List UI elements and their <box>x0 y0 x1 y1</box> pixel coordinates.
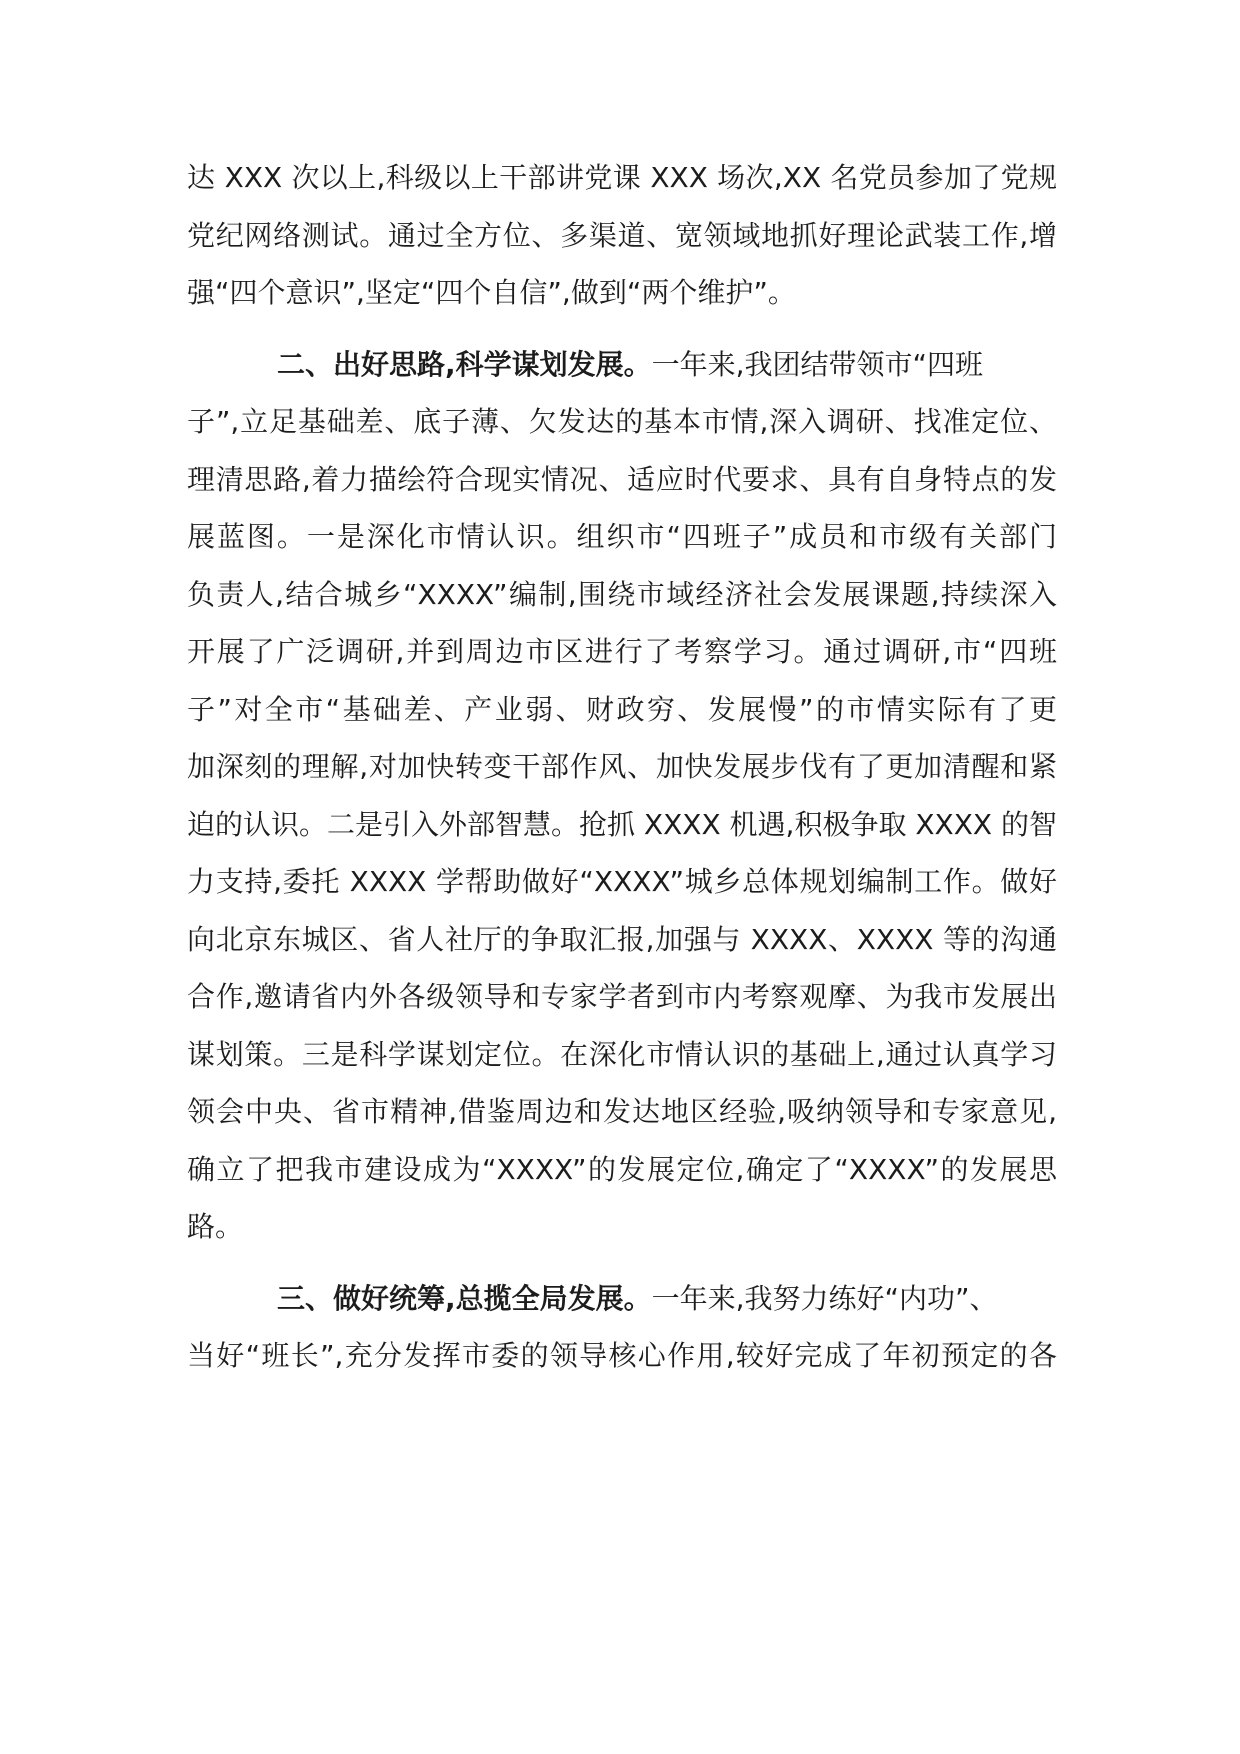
paragraph-1-line-1: 达 XXX 次以上,科级以上干部讲党课 XXX 场次,XX 名党员参加了党规 <box>187 161 1057 194</box>
paragraph-2-line-1 <box>187 345 1057 385</box>
paragraph-3-line-1-text: 一年来,我努力练好“内功”、 <box>651 1282 998 1315</box>
paragraph-2-line-6: 开展了广泛调研,并到周边市区进行了考察学习。通过调研,市“四班 <box>187 635 1057 668</box>
paragraph-2-line-15: 确立了把我市建设成为“XXXX”的发展定位,确定了“XXXX”的发展思 <box>187 1153 1057 1186</box>
paragraph-2-line-13: 谋划策。三是科学谋划定位。在深化市情认识的基础上,通过认真学习 <box>187 1038 1057 1071</box>
paragraph-2-line-1-text: 一年来,我团结带领市“四班 <box>651 348 984 381</box>
paragraph-1-line-2: 党纪网络测试。通过全方位、多渠道、宽领域地抓好理论武装工作,增 <box>187 219 1057 252</box>
paragraph-2-line-4: 展蓝图。一是深化市情认识。组织市“四班子”成员和市级有关部门 <box>187 520 1057 553</box>
paragraph-3-line-1 <box>187 1279 1057 1319</box>
paragraph-2-line-2: 子”,立足基础差、底子薄、欠发达的基本市情,深入调研、找准定位、 <box>187 405 1057 438</box>
paragraph-2-line-11: 向北京东城区、省人社厅的争取汇报,加强与 XXXX、XXXX 等的沟通 <box>187 923 1057 956</box>
paragraph-2-line-14: 领会中央、省市精神,借鉴周边和发达地区经验,吸纳领导和专家意见, <box>187 1095 1057 1128</box>
paragraph-1-line-3: 强“四个意识”,坚定“四个自信”,做到“两个维护”。 <box>187 276 796 309</box>
paragraph-3-line-2: 当好“班长”,充分发挥市委的领导核心作用,较好完成了年初预定的各 <box>187 1339 1057 1372</box>
section-heading-2: 二、出好思路,科学谋划发展。 <box>277 348 652 381</box>
paragraph-2-line-10: 力支持,委托 XXXX 学帮助做好“XXXX”城乡总体规划编制工作。做好 <box>187 865 1057 898</box>
section-heading-3: 三、做好统筹,总揽全局发展。 <box>277 1282 652 1315</box>
paragraph-2-line-12: 合作,邀请省内外各级领导和专家学者到市内考察观摩、为我市发展出 <box>187 980 1057 1013</box>
paragraph-2-line-16: 路。 <box>187 1210 244 1243</box>
paragraph-2-line-9: 迫的认识。二是引入外部智慧。抢抓 XXXX 机遇,积极争取 XXXX 的智 <box>187 808 1057 841</box>
paragraph-2-line-3: 理清思路,着力描绘符合现实情况、适应时代要求、具有自身特点的发 <box>187 463 1057 496</box>
paragraph-2-line-5: 负责人,结合城乡“XXXX”编制,围绕市域经济社会发展课题,持续深入 <box>187 578 1057 611</box>
paragraph-2-line-7: 子”对全市“基础差、产业弱、财政穷、发展慢”的市情实际有了更 <box>187 693 1057 726</box>
paragraph-2-line-8: 加深刻的理解,对加快转变干部作风、加快发展步伐有了更加清醒和紧 <box>187 750 1057 783</box>
